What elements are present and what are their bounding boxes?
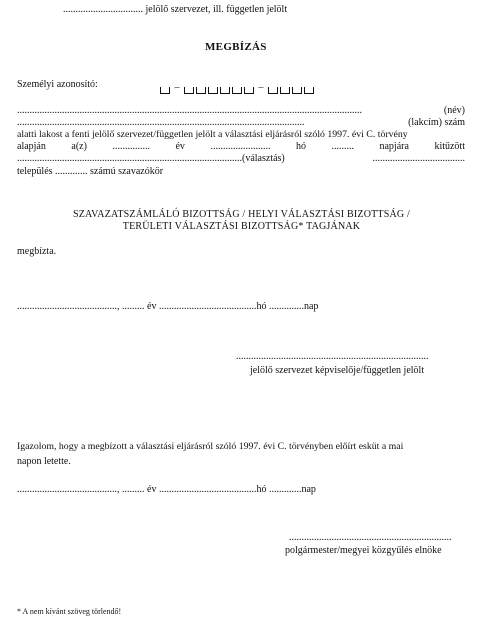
word: év xyxy=(175,141,185,152)
blank-field: ........................ xyxy=(210,141,271,152)
certify-line-2: napon letette. xyxy=(17,456,71,467)
committee-line-1: SZAVAZATSZÁMLÁLÓ BIZOTTSÁG / HELYI VÁLASZTÁSI BIZOTTSÁG / xyxy=(72,209,411,220)
id-box[interactable] xyxy=(292,87,302,94)
word: a(z) xyxy=(71,141,87,152)
id-box[interactable] xyxy=(184,87,194,94)
id-box[interactable] xyxy=(160,87,170,94)
personal-id-boxes[interactable] xyxy=(158,80,316,92)
word: alapján xyxy=(17,141,46,152)
committee-line-2: TERÜLETI VÁLASZTÁSI BIZOTTSÁG* TAGJÁNAK xyxy=(122,221,361,232)
blank-field: ............... xyxy=(112,141,150,152)
id-box[interactable] xyxy=(196,87,206,94)
page-title: MEGBÍZÁS xyxy=(205,41,267,53)
address-suffix: (lakcím) szám xyxy=(408,117,465,128)
id-box[interactable] xyxy=(220,87,230,94)
id-separator: – xyxy=(174,82,180,93)
date-line-1: ........................................, ......... év .......................................hó ..............nap xyxy=(17,301,319,312)
mandated-text: megbízta. xyxy=(17,246,57,257)
word: kitűzött xyxy=(434,141,465,152)
id-box[interactable] xyxy=(208,87,218,94)
signature-caption-2: polgármester/megyei közgyűlés elnöke xyxy=(285,545,442,556)
id-box[interactable] xyxy=(280,87,290,94)
body-line-6: település ............. számú szavazókör xyxy=(17,166,164,177)
word: hó xyxy=(295,141,306,152)
id-box[interactable] xyxy=(244,87,254,94)
id-box[interactable] xyxy=(232,87,242,94)
election-right-dots: ..................................... xyxy=(372,153,465,164)
address-dots: ................................................................................................................... xyxy=(17,117,305,128)
body-line-3: alatti lakost a fenti jelölő szervezet/független jelölt a választási eljárásról szóló 1997. évi C. törvény xyxy=(17,129,408,140)
personal-id-row xyxy=(17,79,98,91)
certify-line-1: Igazolom, hogy a megbízott a választási eljárásról szóló 1997. évi C. törvényben előírt esküt a mai xyxy=(17,441,404,452)
date-line-2: ........................................, ......... év .......................................hó .............nap xyxy=(17,484,316,495)
word: napjára xyxy=(379,141,409,152)
id-box[interactable] xyxy=(304,87,314,94)
election-dots: ..........................................................................................(választás) xyxy=(17,153,285,164)
signature-line-2: ................................................................. xyxy=(289,532,452,543)
id-separator: – xyxy=(258,82,264,93)
header-line: ................................ jelölő szervezet, ill. független jelölt xyxy=(63,4,288,15)
body-line-4 xyxy=(17,141,465,153)
name-suffix: (név) xyxy=(443,105,465,116)
personal-id-label: Személyi azonosító: xyxy=(17,79,98,90)
blank-field: ......... xyxy=(331,141,354,152)
signature-line-1: ............................................................................. xyxy=(236,351,429,362)
signature-caption-1: jelölő szervezet képviselője/független jelölt xyxy=(250,365,425,376)
id-box[interactable] xyxy=(268,87,278,94)
footnote: * A nem kívánt szöveg törlendő! xyxy=(17,607,122,616)
name-dots: .......................................................................................................................................... xyxy=(17,105,362,116)
